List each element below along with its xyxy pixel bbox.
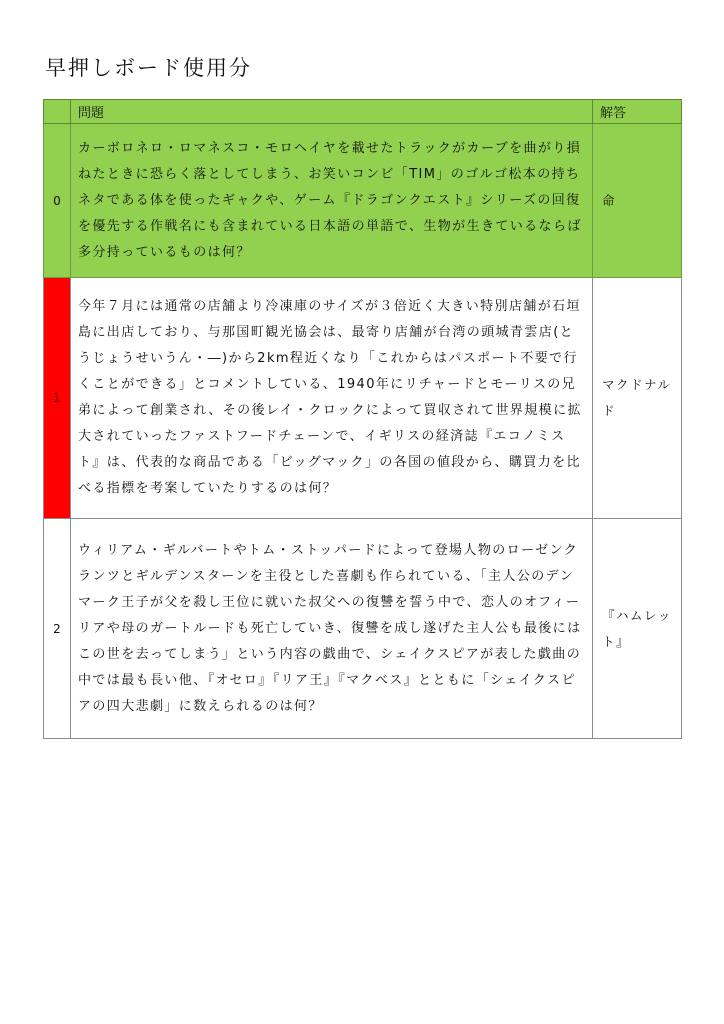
header-answer-label: 解答 [600,106,627,121]
header-answer [593,100,682,124]
answer-text: 命 [593,124,682,278]
answer-text: 『ハムレット』 [593,519,682,739]
table-row [44,124,682,278]
question-text: カーボロネロ・ロマネスコ・モロヘイヤを載せたトラックがカーブを曲がり損ねたときに恐らく落としてしまう、お笑いコンビ「TIM」のゴルゴ松本の持ちネタである体を使ったギャクや、ゲーム『ドラゴンクエスト』シリーズの回復を優先する作戦名にも含まれている日本語の単語で、生物が生きているならば多分持っているものは何？ [71,124,593,278]
table-row [44,519,682,739]
answer-text: マクドナルド [593,278,682,519]
table-row [44,278,682,519]
question-number: 2 [44,519,71,739]
page-title: 早押しボード使用分 [45,56,252,80]
question-text: 今年７月には通常の店舗より冷凍庫のサイズが３倍近く大きい特別店舗が石垣島に出店しており、与那国町観光協会は、最寄り店舗が台湾の頭城青雲店(とうじょうせいうん・―)から2km程近くなり「これからはパスポート不要で行くことができる」とコメントしている、1940年にリチャードとモーリスの兄弟によって創業され、その後レイ・クロックによって買収されて世界規模に拡大されていったファストフードチェーンで、イギリスの経済誌『エコノミスト』は、代表的な商品である「ビッグマック」の各国の値段から、購買力を比べる指標を考案していたりするのは何？ [71,278,593,519]
header-number [44,100,71,124]
question-text: ウィリアム・ギルバートやトム・ストッパードによって登場人物のローゼンクランツとギルデンスターンを主役とした喜劇も作られている、「主人公のデンマーク王子が父を殺し王位に就いた叔父への復讐を誓う中で、恋人のオフィーリアや母のガートルードも死亡していき、復讐を成し遂げた主人公も最後にはこの世を去ってしまう」という内容の戯曲で、シェイクスピアが表した戯曲の中では最も長い他、『オセロ』『リア王』『マクベス』とともに「シェイクスピアの四大悲劇」に数えられるのは何？ [71,519,593,739]
question-number: 1 [44,278,71,519]
header-question-label: 問題 [78,106,105,121]
header-question [71,100,593,124]
quiz-table [43,99,682,739]
question-number: 0 [44,124,71,278]
table-header-row [44,100,682,124]
